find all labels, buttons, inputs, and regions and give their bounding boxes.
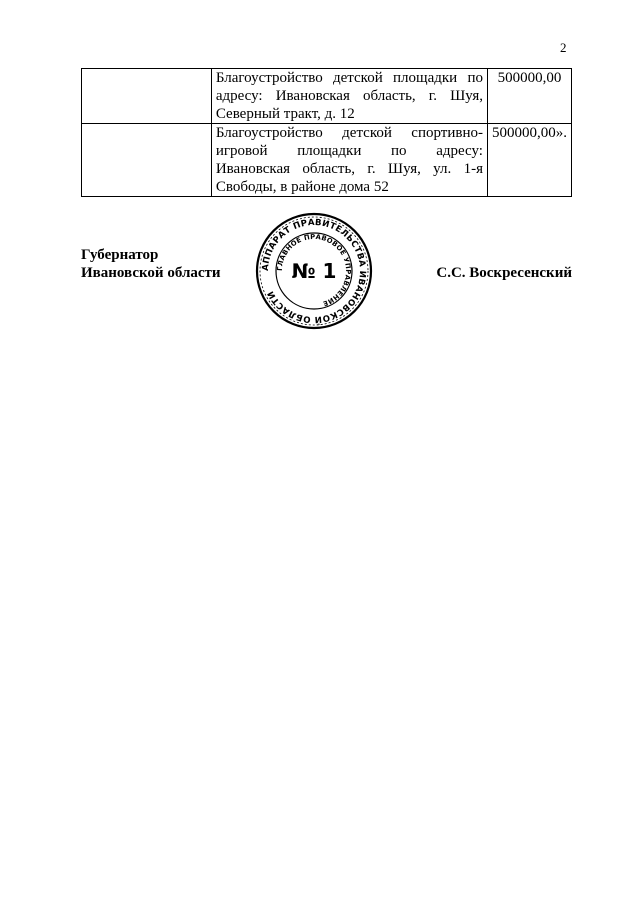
signature-title	[81, 246, 221, 282]
page-number: 2	[560, 40, 567, 55]
table-cell-description: Благоустройство детской спортивно-игровой площадки по адресу: Ивановская область, г. Шуя, ул. 1-я Свободы, в районе дома 52	[211, 124, 487, 197]
signature-title-line2: Ивановской области	[81, 265, 221, 281]
items-table	[81, 68, 572, 197]
seal-inner-text: ГЛАВНОЕ ПРАВОВОЕ УПРАВЛЕНИЕ	[275, 232, 353, 308]
table-row	[82, 124, 572, 197]
signature-title-line1: Губернатор	[81, 247, 159, 263]
table-cell-empty	[82, 124, 212, 197]
seal-ring-text: АППАРАТ ПРАВИТЕЛЬСТВА ИВАНОВСКОЙ ОБЛАСТИ	[260, 217, 368, 325]
table-cell-amount: 500000,00	[487, 69, 571, 124]
table-cell-empty	[82, 69, 212, 124]
table-cell-amount: 500000,00».	[487, 124, 571, 197]
signature-name: С.С. Воскресенский	[436, 265, 572, 281]
table-cell-description: Благоустройство детской площадки по адресу: Ивановская область, г. Шуя, Северный тракт, д. 12	[211, 69, 487, 124]
table-row	[82, 69, 572, 124]
official-seal	[254, 211, 374, 331]
seal-number: № 1	[291, 259, 337, 283]
